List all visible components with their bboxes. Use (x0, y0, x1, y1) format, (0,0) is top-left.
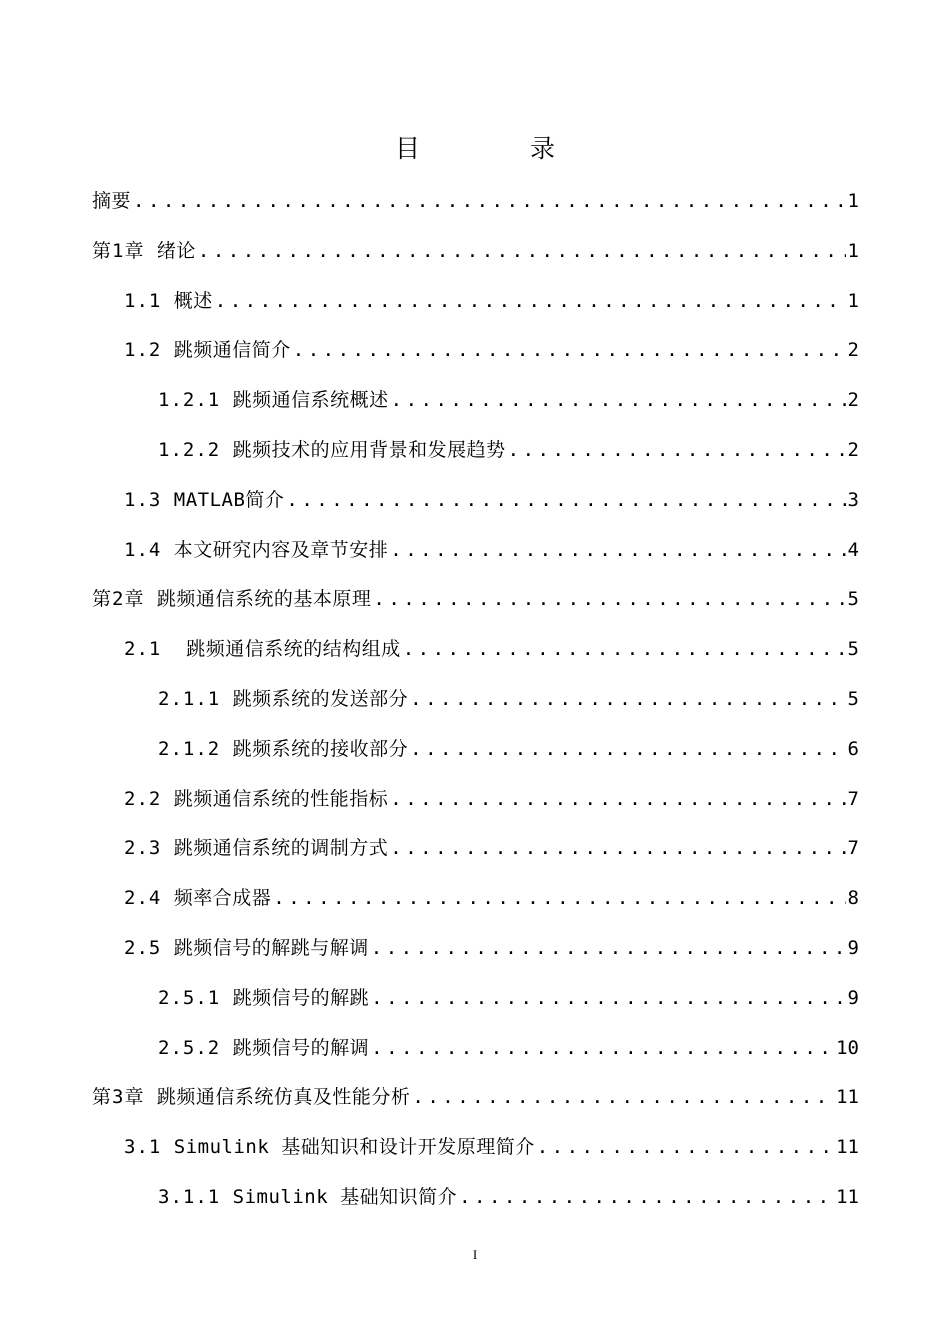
dot-leader (508, 429, 846, 471)
dot-leader (371, 927, 846, 969)
dot-leader (198, 230, 846, 272)
toc-entry-page: 1 (847, 190, 859, 212)
toc-entry-2-4[interactable] (92, 877, 859, 927)
toc-entry-page: 9 (847, 986, 859, 1009)
toc-entry-title: 跳频通信系统的调制方式 (173, 837, 389, 860)
title-char-1: 目 (394, 134, 420, 163)
dot-leader (373, 578, 845, 620)
dot-leader (403, 628, 846, 670)
toc-entry-title: 跳频信号的解跳与解调 (173, 936, 369, 959)
toc-entry-3-1-1[interactable] (92, 1176, 859, 1226)
dot-leader (215, 280, 846, 322)
page-title (0, 132, 950, 166)
toc-entry-page: 11 (836, 1136, 859, 1159)
dot-leader (410, 728, 845, 770)
toc-entry-1-1[interactable] (92, 280, 859, 330)
toc-entry-chapter-1[interactable] (92, 230, 859, 280)
toc-entry-title: MATLAB简介 (173, 488, 285, 511)
toc-entry-title: 跳频系统的发送部分 (232, 687, 409, 710)
toc-entry-number: 2.1.1 (158, 687, 233, 710)
toc-entry-1-2-1[interactable] (92, 379, 859, 429)
dot-leader (371, 1027, 834, 1069)
toc-entry-number: 3.1 (124, 1136, 174, 1159)
toc-entry-number: 2.5 (124, 936, 174, 959)
toc-entry-number: 1.2.2 (158, 438, 233, 461)
toc-entry-1-2[interactable] (92, 329, 859, 379)
toc-entry-number: 1.2.1 (158, 389, 233, 412)
toc-entry-number: 2.4 (124, 887, 174, 910)
toc-entry-page: 9 (847, 936, 859, 959)
dot-leader (286, 479, 845, 521)
toc-entry-number: 1.3 (124, 488, 174, 511)
toc-entry-2-5-2[interactable] (92, 1027, 859, 1077)
dot-leader (459, 1176, 834, 1218)
toc-entry-title: 跳频通信系统概述 (232, 389, 389, 412)
toc-entry-page: 1 (847, 289, 859, 312)
toc-entry-3-1[interactable] (92, 1126, 859, 1176)
toc-entry-page: 7 (847, 787, 859, 810)
toc-entry-abstract[interactable] (92, 180, 859, 230)
dot-leader (133, 180, 846, 222)
toc-entry-page: 1 (847, 239, 859, 262)
toc-entry-title: 跳频通信系统的基本原理 (156, 588, 372, 611)
toc-entry-title: 跳频通信系统的结构组成 (186, 638, 401, 661)
toc-entry-number: 3.1.1 (158, 1185, 233, 1208)
toc-entry-2-3[interactable] (92, 827, 859, 877)
toc-entry-number: 1.4 (124, 538, 174, 561)
toc-entry-1-4[interactable] (92, 529, 859, 579)
toc-entry-page: 7 (847, 837, 859, 860)
dot-leader (371, 977, 845, 1019)
toc-entry-number: 2.1 (124, 638, 187, 661)
toc-entry-title: 跳频通信系统仿真及性能分析 (156, 1086, 411, 1109)
toc-entry-2-1-2[interactable] (92, 728, 859, 778)
toc-entry-page: 2 (847, 339, 859, 362)
dot-leader (273, 877, 845, 919)
toc-entry-page: 3 (847, 488, 859, 511)
toc-entry-title: 本文研究内容及章节安排 (173, 538, 389, 561)
toc-entry-2-1[interactable] (92, 628, 859, 678)
toc-entry-number: 第3章 (92, 1086, 157, 1109)
toc-entry-page: 5 (847, 638, 859, 661)
toc-entry-chapter-2[interactable] (92, 578, 859, 628)
toc-entry-page: 5 (847, 687, 859, 710)
toc-entry-2-5[interactable] (92, 927, 859, 977)
toc-entry-number: 2.2 (124, 787, 174, 810)
toc-entry-number: 第1章 (92, 239, 157, 262)
toc-entry-title: Simulink 基础知识和设计开发原理简介 (173, 1136, 535, 1159)
toc-entry-1-3[interactable] (92, 479, 859, 529)
toc-entry-page: 8 (847, 887, 859, 910)
toc-entry-number: 2.5.2 (158, 1036, 233, 1059)
table-of-contents (92, 180, 859, 1226)
toc-entry-title: 频率合成器 (173, 887, 272, 910)
toc-entry-1-2-2[interactable] (92, 429, 859, 479)
toc-entry-page: 11 (836, 1086, 859, 1109)
toc-entry-title: 跳频技术的应用背景和发展趋势 (232, 438, 506, 461)
toc-entry-title: 绪论 (156, 239, 196, 262)
toc-entry-chapter-3[interactable] (92, 1076, 859, 1126)
toc-entry-title: 摘要 (92, 190, 132, 212)
toc-entry-page: 2 (847, 438, 859, 461)
dot-leader (390, 827, 845, 869)
toc-entry-number: 第2章 (92, 588, 157, 611)
toc-entry-number: 2.1.2 (158, 737, 233, 760)
dot-leader (412, 1076, 834, 1118)
toc-entry-title: 跳频通信简介 (173, 339, 291, 362)
toc-entry-page: 6 (847, 737, 859, 760)
toc-entry-title: 跳频信号的解调 (232, 1036, 370, 1059)
dot-leader (390, 778, 845, 820)
toc-entry-page: 5 (847, 588, 859, 611)
title-char-2: 录 (530, 134, 556, 163)
toc-entry-2-1-1[interactable] (92, 678, 859, 728)
toc-entry-number: 1.1 (124, 289, 174, 312)
toc-entry-2-5-1[interactable] (92, 977, 859, 1027)
toc-entry-page: 4 (847, 538, 859, 561)
toc-entry-title: 跳频信号的解跳 (232, 986, 370, 1009)
toc-entry-number: 1.2 (124, 339, 174, 362)
toc-entry-title: 跳频系统的接收部分 (232, 737, 409, 760)
toc-entry-title: 跳频通信系统的性能指标 (173, 787, 389, 810)
toc-entry-number: 2.3 (124, 837, 174, 860)
toc-entry-2-2[interactable] (92, 778, 859, 828)
toc-entry-page: 11 (836, 1185, 859, 1208)
dot-leader (293, 329, 846, 371)
toc-entry-page: 10 (836, 1036, 859, 1059)
dot-leader (537, 1126, 834, 1168)
toc-entry-title: Simulink 基础知识简介 (232, 1185, 458, 1208)
page-number-footer: I (472, 1247, 478, 1262)
dot-leader (390, 529, 845, 571)
toc-entry-title: 概述 (173, 289, 213, 312)
toc-entry-number: 2.5.1 (158, 986, 233, 1009)
dot-leader (410, 678, 845, 720)
dot-leader (391, 379, 846, 421)
toc-entry-page: 2 (847, 389, 859, 412)
